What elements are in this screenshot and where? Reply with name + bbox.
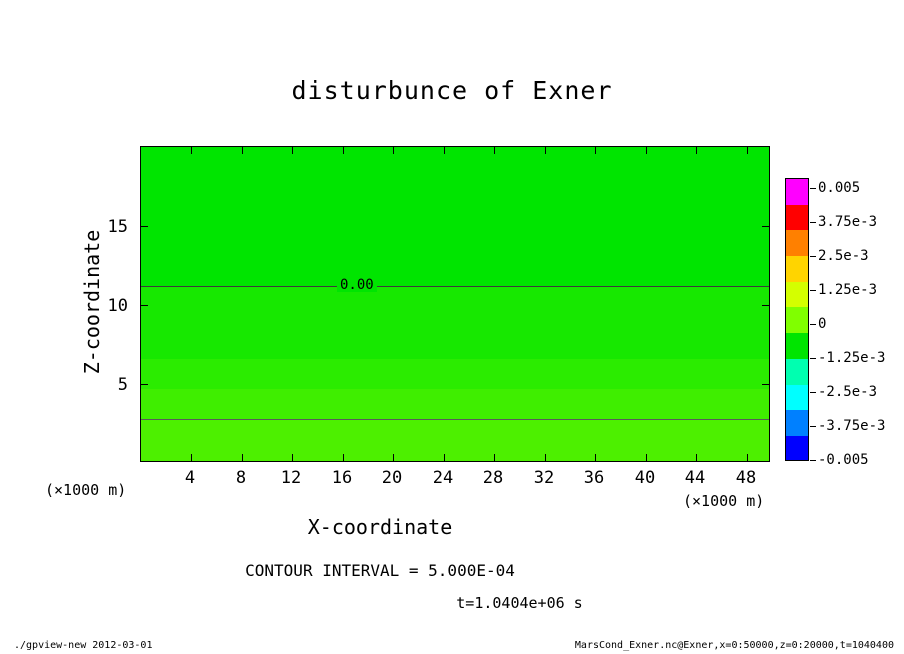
band-1	[141, 286, 769, 359]
colorbar-cell-3	[786, 256, 808, 282]
xtick-top-5	[393, 147, 394, 154]
xtick-top-10	[646, 147, 647, 154]
ytick-right-10	[762, 305, 769, 306]
xtick-bottom-9	[595, 454, 596, 461]
xtick-label-12: 48	[735, 468, 757, 488]
colorbar-cell-0	[786, 179, 808, 205]
xtick-bottom-12	[747, 454, 748, 461]
colorbar-label-8: -0.005	[818, 452, 869, 468]
colorbar-tick-4	[810, 324, 816, 325]
band-0	[141, 147, 769, 286]
xtick-bottom-1	[191, 454, 192, 461]
ytick-left-5	[141, 384, 148, 385]
ytick-left-10	[141, 305, 148, 306]
footer-right: MarsCond_Exner.nc@Exner,x=0:50000,z=0:20000,t=1040400	[574, 640, 894, 651]
xtick-bottom-11	[696, 454, 697, 461]
xtick-bottom-4	[343, 454, 344, 461]
xtick-top-2	[242, 147, 243, 154]
xtick-bottom-10	[646, 454, 647, 461]
colorbar-tick-5	[810, 358, 816, 359]
colorbar-cell-5	[786, 307, 808, 333]
band-3	[141, 389, 769, 419]
xtick-label-8: 32	[533, 468, 555, 488]
colorbar-label-7: -3.75e-3	[818, 418, 886, 434]
xtick-label-6: 24	[432, 468, 454, 488]
xtick-top-11	[696, 147, 697, 154]
xtick-bottom-3	[292, 454, 293, 461]
plot-area	[140, 146, 770, 462]
contour-line-zero	[141, 286, 769, 287]
contour-interval-info: CONTOUR INTERVAL = 5.000E-04	[245, 561, 515, 580]
colorbar-cell-8	[786, 385, 808, 411]
colorbar-label-0: 0.005	[818, 180, 861, 196]
colorbar-tick-0	[810, 188, 816, 189]
colorbar-cell-6	[786, 333, 808, 359]
xtick-label-3: 12	[280, 468, 302, 488]
x-unit-left: (×1000 m)	[45, 481, 127, 499]
ytick-label-5: 5	[117, 375, 128, 395]
xtick-label-11: 44	[684, 468, 706, 488]
xtick-top-12	[747, 147, 748, 154]
xtick-label-5: 20	[381, 468, 403, 488]
band-2	[141, 359, 769, 389]
colorbar-cell-9	[786, 410, 808, 436]
colorbar-cell-2	[786, 230, 808, 256]
footer-left: ./gpview-new 2012-03-01	[14, 640, 153, 651]
xtick-top-6	[444, 147, 445, 154]
xtick-label-1: 4	[184, 468, 196, 488]
page-title: disturbunce of Exner	[291, 76, 613, 105]
colorbar-cell-4	[786, 282, 808, 308]
xtick-label-2: 8	[235, 468, 247, 488]
xtick-top-7	[494, 147, 495, 154]
ytick-label-10: 10	[107, 296, 128, 316]
band-4	[141, 419, 769, 461]
xtick-top-4	[343, 147, 344, 154]
heatmap-field	[141, 147, 769, 461]
xtick-label-9: 36	[583, 468, 605, 488]
ytick-label-15: 15	[107, 217, 128, 237]
colorbar-label-6: -2.5e-3	[818, 384, 878, 400]
xtick-bottom-8	[545, 454, 546, 461]
contour-line-lower	[141, 419, 769, 420]
colorbar-label-2: 2.5e-3	[818, 248, 869, 264]
xtick-top-9	[595, 147, 596, 154]
xtick-bottom-2	[242, 454, 243, 461]
colorbar-tick-8	[810, 460, 816, 461]
xtick-top-3	[292, 147, 293, 154]
colorbar-tick-1	[810, 222, 816, 223]
colorbar-cell-10	[786, 436, 808, 461]
colorbar-label-1: 3.75e-3	[818, 214, 878, 230]
colorbar-tick-6	[810, 392, 816, 393]
xtick-label-7: 28	[482, 468, 504, 488]
colorbar-cell-7	[786, 359, 808, 385]
colorbar-label-5: -1.25e-3	[818, 350, 886, 366]
time-info: t=1.0404e+06 s	[456, 594, 583, 612]
colorbar-tick-2	[810, 256, 816, 257]
xtick-bottom-6	[444, 454, 445, 461]
xtick-bottom-5	[393, 454, 394, 461]
ytick-right-15	[762, 226, 769, 227]
xtick-label-4: 16	[331, 468, 353, 488]
contour-label: 0.00	[337, 279, 377, 292]
colorbar-label-4: 0	[818, 316, 827, 332]
ytick-left-15	[141, 226, 148, 227]
x-axis-title: X-coordinate	[307, 515, 453, 539]
ytick-right-5	[762, 384, 769, 385]
colorbar-tick-3	[810, 290, 816, 291]
xtick-top-1	[191, 147, 192, 154]
colorbar-label-3: 1.25e-3	[818, 282, 878, 298]
xtick-label-10: 40	[634, 468, 656, 488]
colorbar	[785, 178, 809, 461]
colorbar-tick-7	[810, 426, 816, 427]
colorbar-cell-1	[786, 205, 808, 231]
y-axis-title: Z-coordinate	[80, 229, 104, 375]
x-unit-right: (×1000 m)	[683, 492, 765, 510]
xtick-bottom-7	[494, 454, 495, 461]
xtick-top-8	[545, 147, 546, 154]
